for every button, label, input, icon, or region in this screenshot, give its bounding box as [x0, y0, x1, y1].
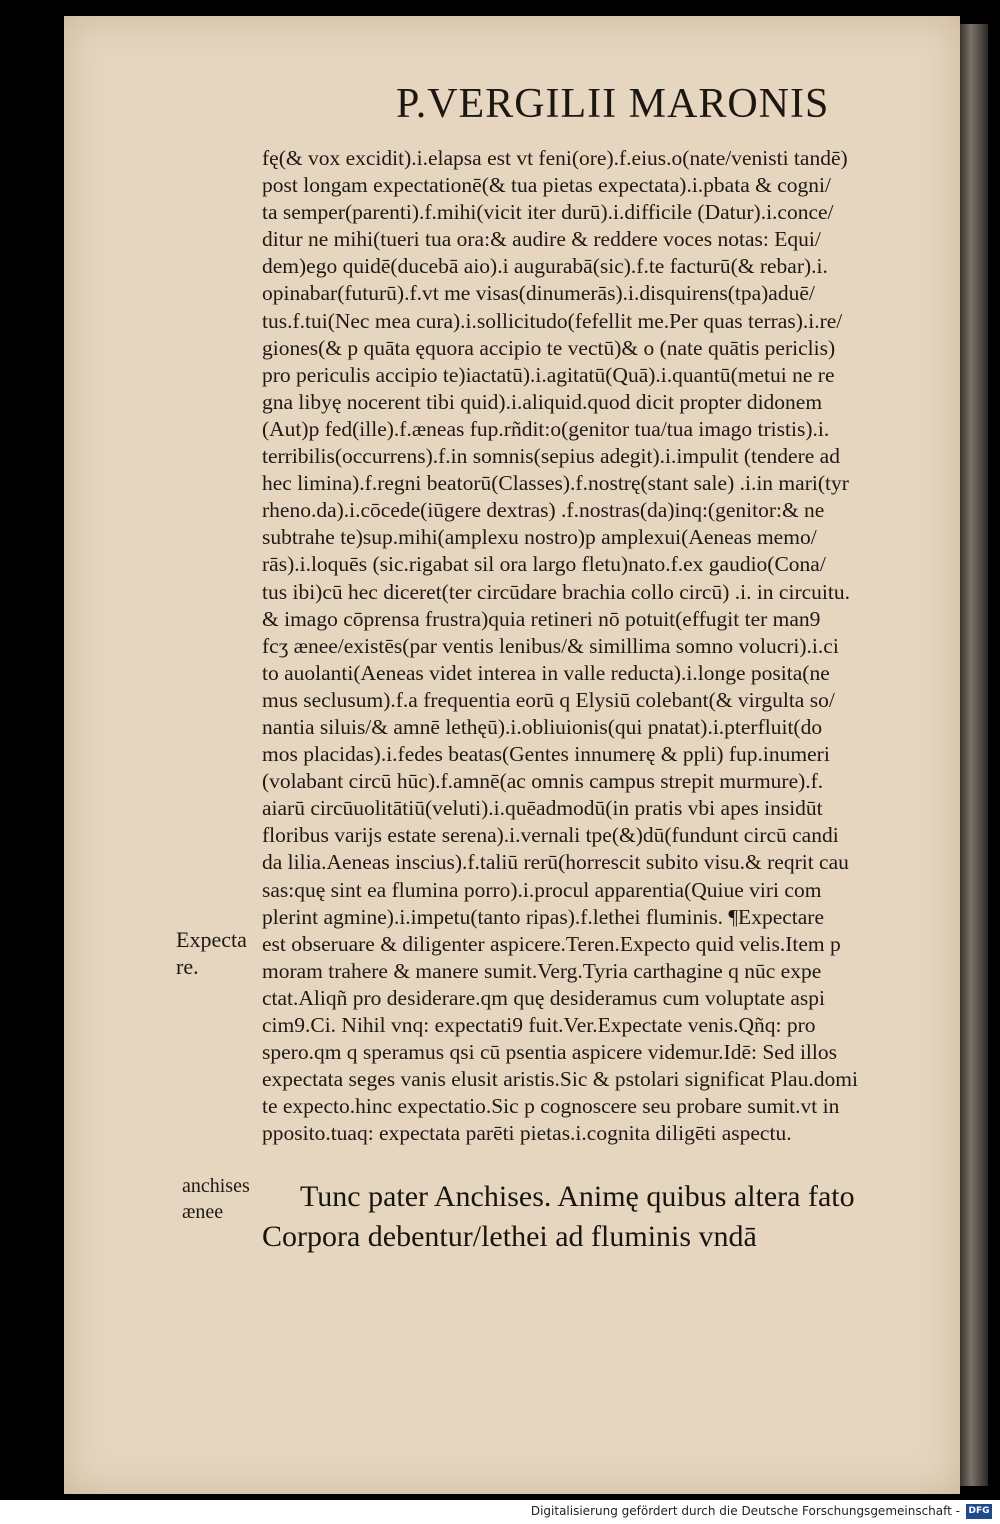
commentary-line: ctat.Aliqñ pro desiderare.qm quę desideramus cum voluptate aspi [262, 985, 826, 1010]
footer-credit: Digitalisierung gefördert durch die Deutsche Forschungsgemeinschaft - [530, 1504, 960, 1518]
commentary-line: rās).i.loquēs (sic.rigabat sil ora largo fletu)nato.f.ex gaudio(Cona/ [262, 552, 826, 577]
commentary-line: te expecto.hinc expectatio.Sic p cognoscere seu probare sumit.vt in [262, 1094, 840, 1119]
commentary-line: hec limina).f.regni beatorū(Classes).f.nostrę(stant sale) .i.in mari(tyr [262, 471, 849, 496]
commentary-line: terribilis(occurrens).f.in somnis(sepius adegit).i.impulit (tendere ad [262, 444, 840, 469]
margin-note-expectare: Expecta [176, 927, 247, 952]
commentary-line: rheno.da).i.cōcede(iūgere dextras) .f.nostras(da)inq:(genitor:& ne [262, 498, 825, 523]
commentary-line: da lilia.Aeneas inscius).f.taliū rerū(horrescit subito visu.& reqrit cau [262, 850, 849, 875]
commentary-line: giones(& p quāta ęquora accipio te vectū)& o (nate quātis periclis) [262, 335, 836, 360]
dfg-logo: DFG [966, 1504, 992, 1519]
commentary-line: pro periculis accipio te)iactatū).i.agitatū(Quā).i.quantū(metui ne re [262, 362, 835, 387]
commentary-line: ditur ne mihi(tueri tua ora:& audire & reddere voces notas: Equi/ [262, 227, 821, 252]
commentary-line: dem)ego quidē(ducebā aio).i augurabā(sic).f.te facturū(& rebar).i. [262, 254, 828, 279]
commentary-line: tus ibi)cū hec diceret(ter circūdare brachia collo circū) .i. in circuitu. [262, 579, 850, 604]
commentary-line: fę(& vox excidit).i.elapsa est vt feni(ore).f.eius.o(nate/venisti tandē) [262, 146, 848, 170]
verse-line: Tunc pater Anchises. Animę quibus altera fato [300, 1180, 855, 1213]
commentary-line: pposito.tuaq: expectata parēti pietas.i.cognita diligēti aspectu. [262, 1121, 792, 1146]
commentary-line: moram trahere & manere sumit.Verg.Tyria carthagine q nūc expe [262, 958, 822, 983]
commentary-line: post longam expectationē(& tua pietas expectata).i.pbata & cogni/ [262, 173, 831, 198]
commentary-line: (Aut)p fed(ille).f.æneas fup.rñdit:o(genitor tua/tua imago tristis).i. [262, 416, 830, 441]
footer-bar [0, 1500, 1000, 1524]
margin-note-expectare-cont: re. [176, 954, 199, 979]
commentary-line: mos placidas).i.fedes beatas(Gentes innumerę & ppli) fup.inumeri [262, 742, 830, 767]
margin-note-anchises: anchises [182, 1175, 250, 1197]
commentary-line: expectata seges vanis elusit aristis.Sic & pstolari significat Plau.domi [262, 1067, 858, 1092]
commentary-line: ta semper(parenti).f.mihi(vicit iter durū).i.difficile (Datur).i.conce/ [262, 200, 834, 225]
margin-note-anchises-cont: ænee [182, 1201, 224, 1223]
page-edge [960, 24, 988, 1486]
commentary-line: tus.f.tui(Nec mea cura).i.sollicitudo(fefellit me.Per quas terras).i.re/ [262, 308, 843, 333]
commentary-line: fcʒ ænee/existēs(par ventis lenibus/& simillima somno volucri).i.ci [262, 633, 839, 658]
commentary-line: nantia siluis/& amnē lethęū).i.obliuionis(qui pnatat).i.pterfluit(do [262, 714, 823, 739]
commentary-line: est obseruare & diligenter aspicere.Teren.Expecto quid velis.Item p [262, 931, 841, 956]
verse-line: Corpora debentur/lethei ad fluminis vndā [262, 1220, 757, 1253]
commentary-line: opinabar(futurū).f.vt me visas(dinumerās).i.disquirens(tpa)aduē/ [262, 281, 815, 306]
commentary-line: to auolanti(Aeneas videt interea in valle reducta).i.longe posita(ne [262, 660, 830, 685]
commentary-line: cim9.Ci. Nihil vnq: expectati9 fuit.Ver.Expectate venis.Qñq: pro [262, 1013, 816, 1037]
commentary-line: spero.qm q speramus qsi cū psentia aspicere videmur.Idē: Sed illos [262, 1040, 837, 1065]
commentary-line: mus seclusum).f.a frequentia eorū q Elysiū colebant(& virgulta so/ [262, 687, 835, 712]
commentary-line: (volabant circū hūc).f.amnē(ac omnis campus strepit murmure).f. [262, 769, 824, 794]
commentary-line: subtrahe te)sup.mihi(amplexu nostro)p amplexui(Aeneas memo/ [262, 525, 817, 550]
commentary-line: gna libyę nocerent tibi quid).i.aliquid.quod dicit propter didonem [262, 389, 823, 414]
running-head: P.VERGILII MARONIS [396, 81, 830, 127]
commentary-line: plerint agmine).i.impetu(tanto ripas).f.lethei fluminis. ¶Expectare [262, 904, 824, 929]
commentary-line: floribus varijs estate serena).i.vernali tpe(&)dū(fundunt circū candi [262, 823, 839, 848]
commentary-line: aiarū circūuolitātiū(veluti).i.quēadmodū(in pratis vbi apes insidūt [262, 796, 823, 821]
commentary-line: sas:quę sint ea flumina porro).i.procul apparentia(Quiue viri com [262, 877, 822, 902]
commentary-line: & imago cōprensa frustra)quia retineri nō potuit(effugit ter man9 [262, 606, 821, 631]
commentary-text [262, 145, 962, 1147]
